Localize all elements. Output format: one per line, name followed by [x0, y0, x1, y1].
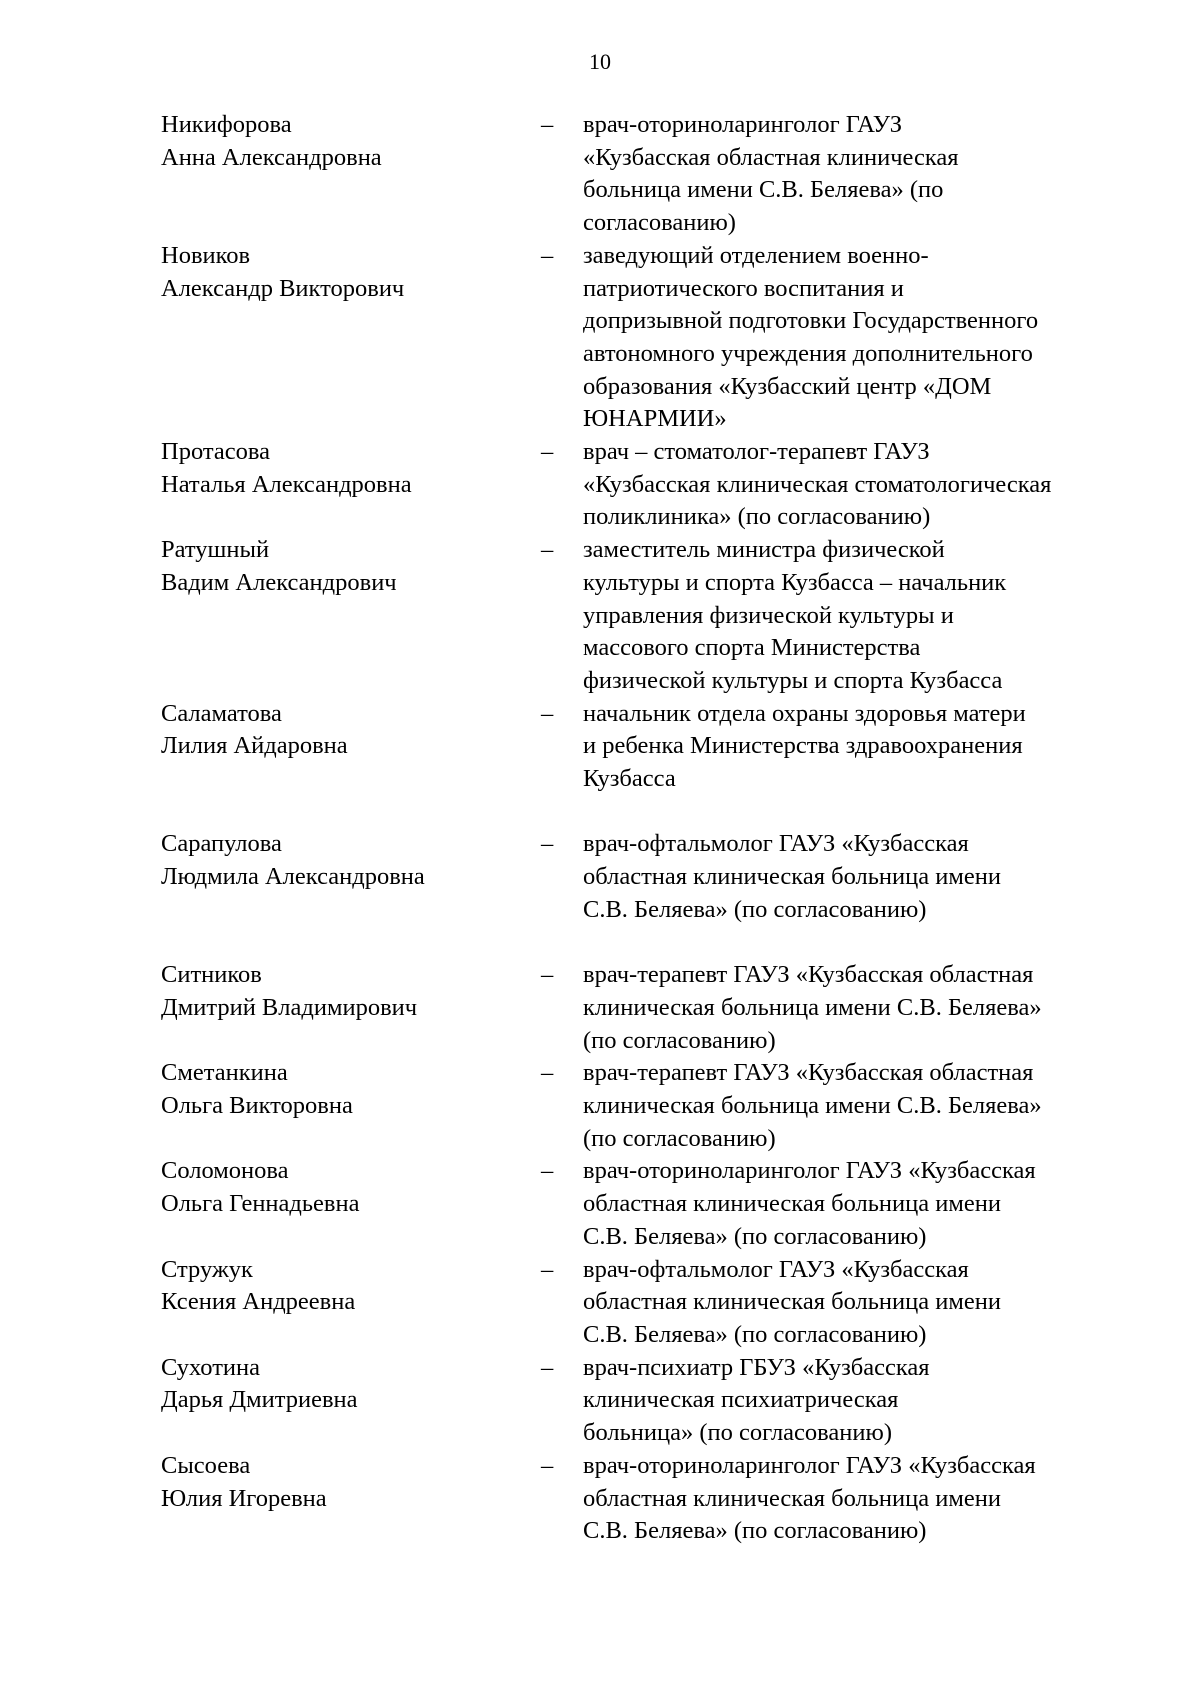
- member-position-line: «Кузбасская клиническая стоматологическая: [583, 470, 1052, 498]
- member-dash: –: [541, 111, 554, 138]
- entry-spacer: [161, 796, 1151, 829]
- member-given-names: Ольга Геннадьевна: [161, 1190, 360, 1218]
- member-entry: [161, 1450, 1151, 1548]
- member-position-line: клиническая больница имени С.В. Беляева»: [583, 993, 1042, 1021]
- member-name: [161, 828, 541, 926]
- member-name: [161, 1352, 541, 1450]
- member-surname: Новиков: [161, 241, 251, 269]
- member-position-line: С.В. Беляева» (по согласованию): [583, 895, 927, 923]
- member-entry: [161, 1352, 1151, 1450]
- member-name: [161, 436, 541, 534]
- member-surname: Соломонова: [161, 1157, 289, 1185]
- member-position-line: клиническая больница имени С.В. Беляева»: [583, 1092, 1042, 1120]
- member-dash: –: [541, 438, 554, 466]
- member-position: [583, 959, 1151, 1057]
- member-position-line: (по согласованию): [583, 1026, 776, 1054]
- member-surname: Протасова: [161, 438, 270, 466]
- member-given-names: Дмитрий Владимирович: [161, 993, 418, 1021]
- member-position-line: больница имени С.В. Беляева» (по: [583, 176, 944, 204]
- member-name: [161, 698, 541, 796]
- member-position-line: автономного учреждения дополнительного: [583, 339, 1033, 367]
- member-surname: Сметанкина: [161, 1059, 288, 1087]
- member-position: [583, 1254, 1151, 1352]
- entry-spacer: [161, 927, 1151, 960]
- member-position-line: начальник отдела охраны здоровья матери: [583, 699, 1026, 727]
- member-position-line: областная клиническая больница имени: [583, 1484, 1001, 1512]
- member-position-line: патриотического воспитания и: [583, 274, 904, 302]
- member-given-names: Лилия Айдаровна: [161, 732, 348, 760]
- member-dash: –: [541, 1157, 554, 1185]
- member-position-line: С.В. Беляева» (по согласованию): [583, 1222, 927, 1250]
- member-entry: [161, 828, 1151, 926]
- member-dash: –: [541, 830, 554, 858]
- member-surname: Сысоева: [161, 1451, 251, 1479]
- member-position-line: физической культуры и спорта Кузбасса: [583, 666, 1003, 694]
- member-dash: –: [541, 1451, 554, 1479]
- member-name: [161, 240, 541, 436]
- member-surname: Стружук: [161, 1255, 253, 1283]
- member-position-line: врач-терапевт ГАУЗ «Кузбасская областная: [583, 1059, 1034, 1087]
- member-given-names: Юлия Игоревна: [161, 1484, 327, 1512]
- member-dash: –: [541, 241, 554, 269]
- member-position-line: согласованию): [583, 209, 736, 237]
- member-given-names: Анна Александровна: [161, 143, 382, 171]
- member-position: [583, 1450, 1151, 1548]
- member-entry: [161, 534, 1151, 698]
- member-position-line: С.В. Беляева» (по согласованию): [583, 1320, 927, 1348]
- member-position: [583, 1155, 1151, 1253]
- member-position-line: С.В. Беляева» (по согласованию): [583, 1517, 927, 1545]
- member-given-names: Дарья Дмитриевна: [161, 1386, 358, 1414]
- member-dash: –: [541, 1353, 554, 1381]
- member-surname: Сухотина: [161, 1353, 261, 1381]
- member-position-line: культуры и спорта Кузбасса – начальник: [583, 568, 1007, 596]
- member-name: [161, 1057, 541, 1155]
- member-position-line: (по согласованию): [583, 1124, 776, 1152]
- member-entry: [161, 1155, 1151, 1253]
- member-position-line: заведующий отделением военно-: [583, 241, 929, 269]
- member-given-names: Александр Викторович: [161, 274, 405, 302]
- member-position-line: управления физической культуры и: [583, 601, 954, 629]
- member-position-line: допризывной подготовки Государственного: [583, 307, 1039, 335]
- member-dash: –: [541, 1059, 554, 1087]
- member-position-line: врач-офтальмолог ГАУЗ «Кузбасская: [583, 1255, 969, 1283]
- member-position: [583, 698, 1151, 796]
- member-position: [583, 828, 1151, 926]
- member-given-names: Наталья Александровна: [161, 470, 412, 498]
- member-position: [583, 240, 1151, 436]
- member-position-line: врач-терапевт ГАУЗ «Кузбасская областная: [583, 961, 1034, 989]
- member-position-line: врач-оториноларинголог ГАУЗ: [583, 111, 903, 138]
- member-surname: Ситников: [161, 961, 262, 989]
- member-position: [583, 436, 1151, 534]
- member-position-line: областная клиническая больница имени: [583, 1288, 1001, 1316]
- member-position-line: Кузбасса: [583, 765, 676, 793]
- member-position-line: заместитель министра физической: [583, 536, 945, 564]
- page-number: 10: [589, 49, 611, 74]
- member-position-line: областная клиническая больница имени: [583, 1190, 1001, 1218]
- member-given-names: Людмила Александровна: [161, 863, 425, 891]
- member-position: [583, 1057, 1151, 1155]
- member-position-line: и ребенка Министерства здравоохранения: [583, 732, 1023, 760]
- member-position-line: ЮНАРМИИ»: [583, 405, 727, 433]
- member-entry: [161, 698, 1151, 796]
- member-name: [161, 959, 541, 1057]
- member-position-line: массового спорта Министерства: [583, 634, 921, 662]
- member-entry: [161, 959, 1151, 1057]
- member-name: [161, 109, 541, 240]
- member-dash: –: [541, 699, 554, 727]
- member-dash: –: [541, 536, 554, 564]
- member-given-names: Ксения Андреевна: [161, 1288, 356, 1316]
- member-position-line: врач-оториноларинголог ГАУЗ «Кузбасская: [583, 1157, 1036, 1185]
- member-name: [161, 1155, 541, 1253]
- member-position-line: клиническая психиатрическая: [583, 1386, 899, 1414]
- member-dash: –: [541, 961, 554, 989]
- member-entry: [161, 436, 1151, 534]
- member-surname: Ратушный: [161, 536, 270, 564]
- member-name: [161, 1450, 541, 1548]
- member-dash: –: [541, 1255, 554, 1283]
- member-position-line: врач-психиатр ГБУЗ «Кузбасская: [583, 1353, 930, 1381]
- member-entry: [161, 1057, 1151, 1155]
- member-position-line: больница» (по согласованию): [583, 1419, 892, 1447]
- member-list: [161, 109, 1151, 1548]
- member-surname: Саламатова: [161, 699, 282, 727]
- member-entry: [161, 1254, 1151, 1352]
- member-position-line: врач – стоматолог-терапевт ГАУЗ: [583, 438, 930, 466]
- member-position: [583, 109, 1151, 240]
- member-name: [161, 1254, 541, 1352]
- member-position: [583, 1352, 1151, 1450]
- member-position-line: областная клиническая больница имени: [583, 863, 1001, 891]
- member-surname: Никифорова: [161, 111, 292, 138]
- member-given-names: Вадим Александрович: [161, 568, 397, 596]
- member-name: [161, 534, 541, 698]
- member-position-line: образования «Кузбасский центр «ДОМ: [583, 372, 992, 400]
- member-position: [583, 534, 1151, 698]
- member-position-line: врач-офтальмолог ГАУЗ «Кузбасская: [583, 830, 969, 858]
- member-surname: Сарапулова: [161, 830, 282, 858]
- member-position-line: «Кузбасская областная клиническая: [583, 143, 959, 171]
- member-position-line: поликлиника» (по согласованию): [583, 503, 931, 531]
- member-entry: [161, 109, 1151, 240]
- member-given-names: Ольга Викторовна: [161, 1092, 353, 1120]
- member-position-line: врач-оториноларинголог ГАУЗ «Кузбасская: [583, 1451, 1036, 1479]
- member-entry: [161, 240, 1151, 436]
